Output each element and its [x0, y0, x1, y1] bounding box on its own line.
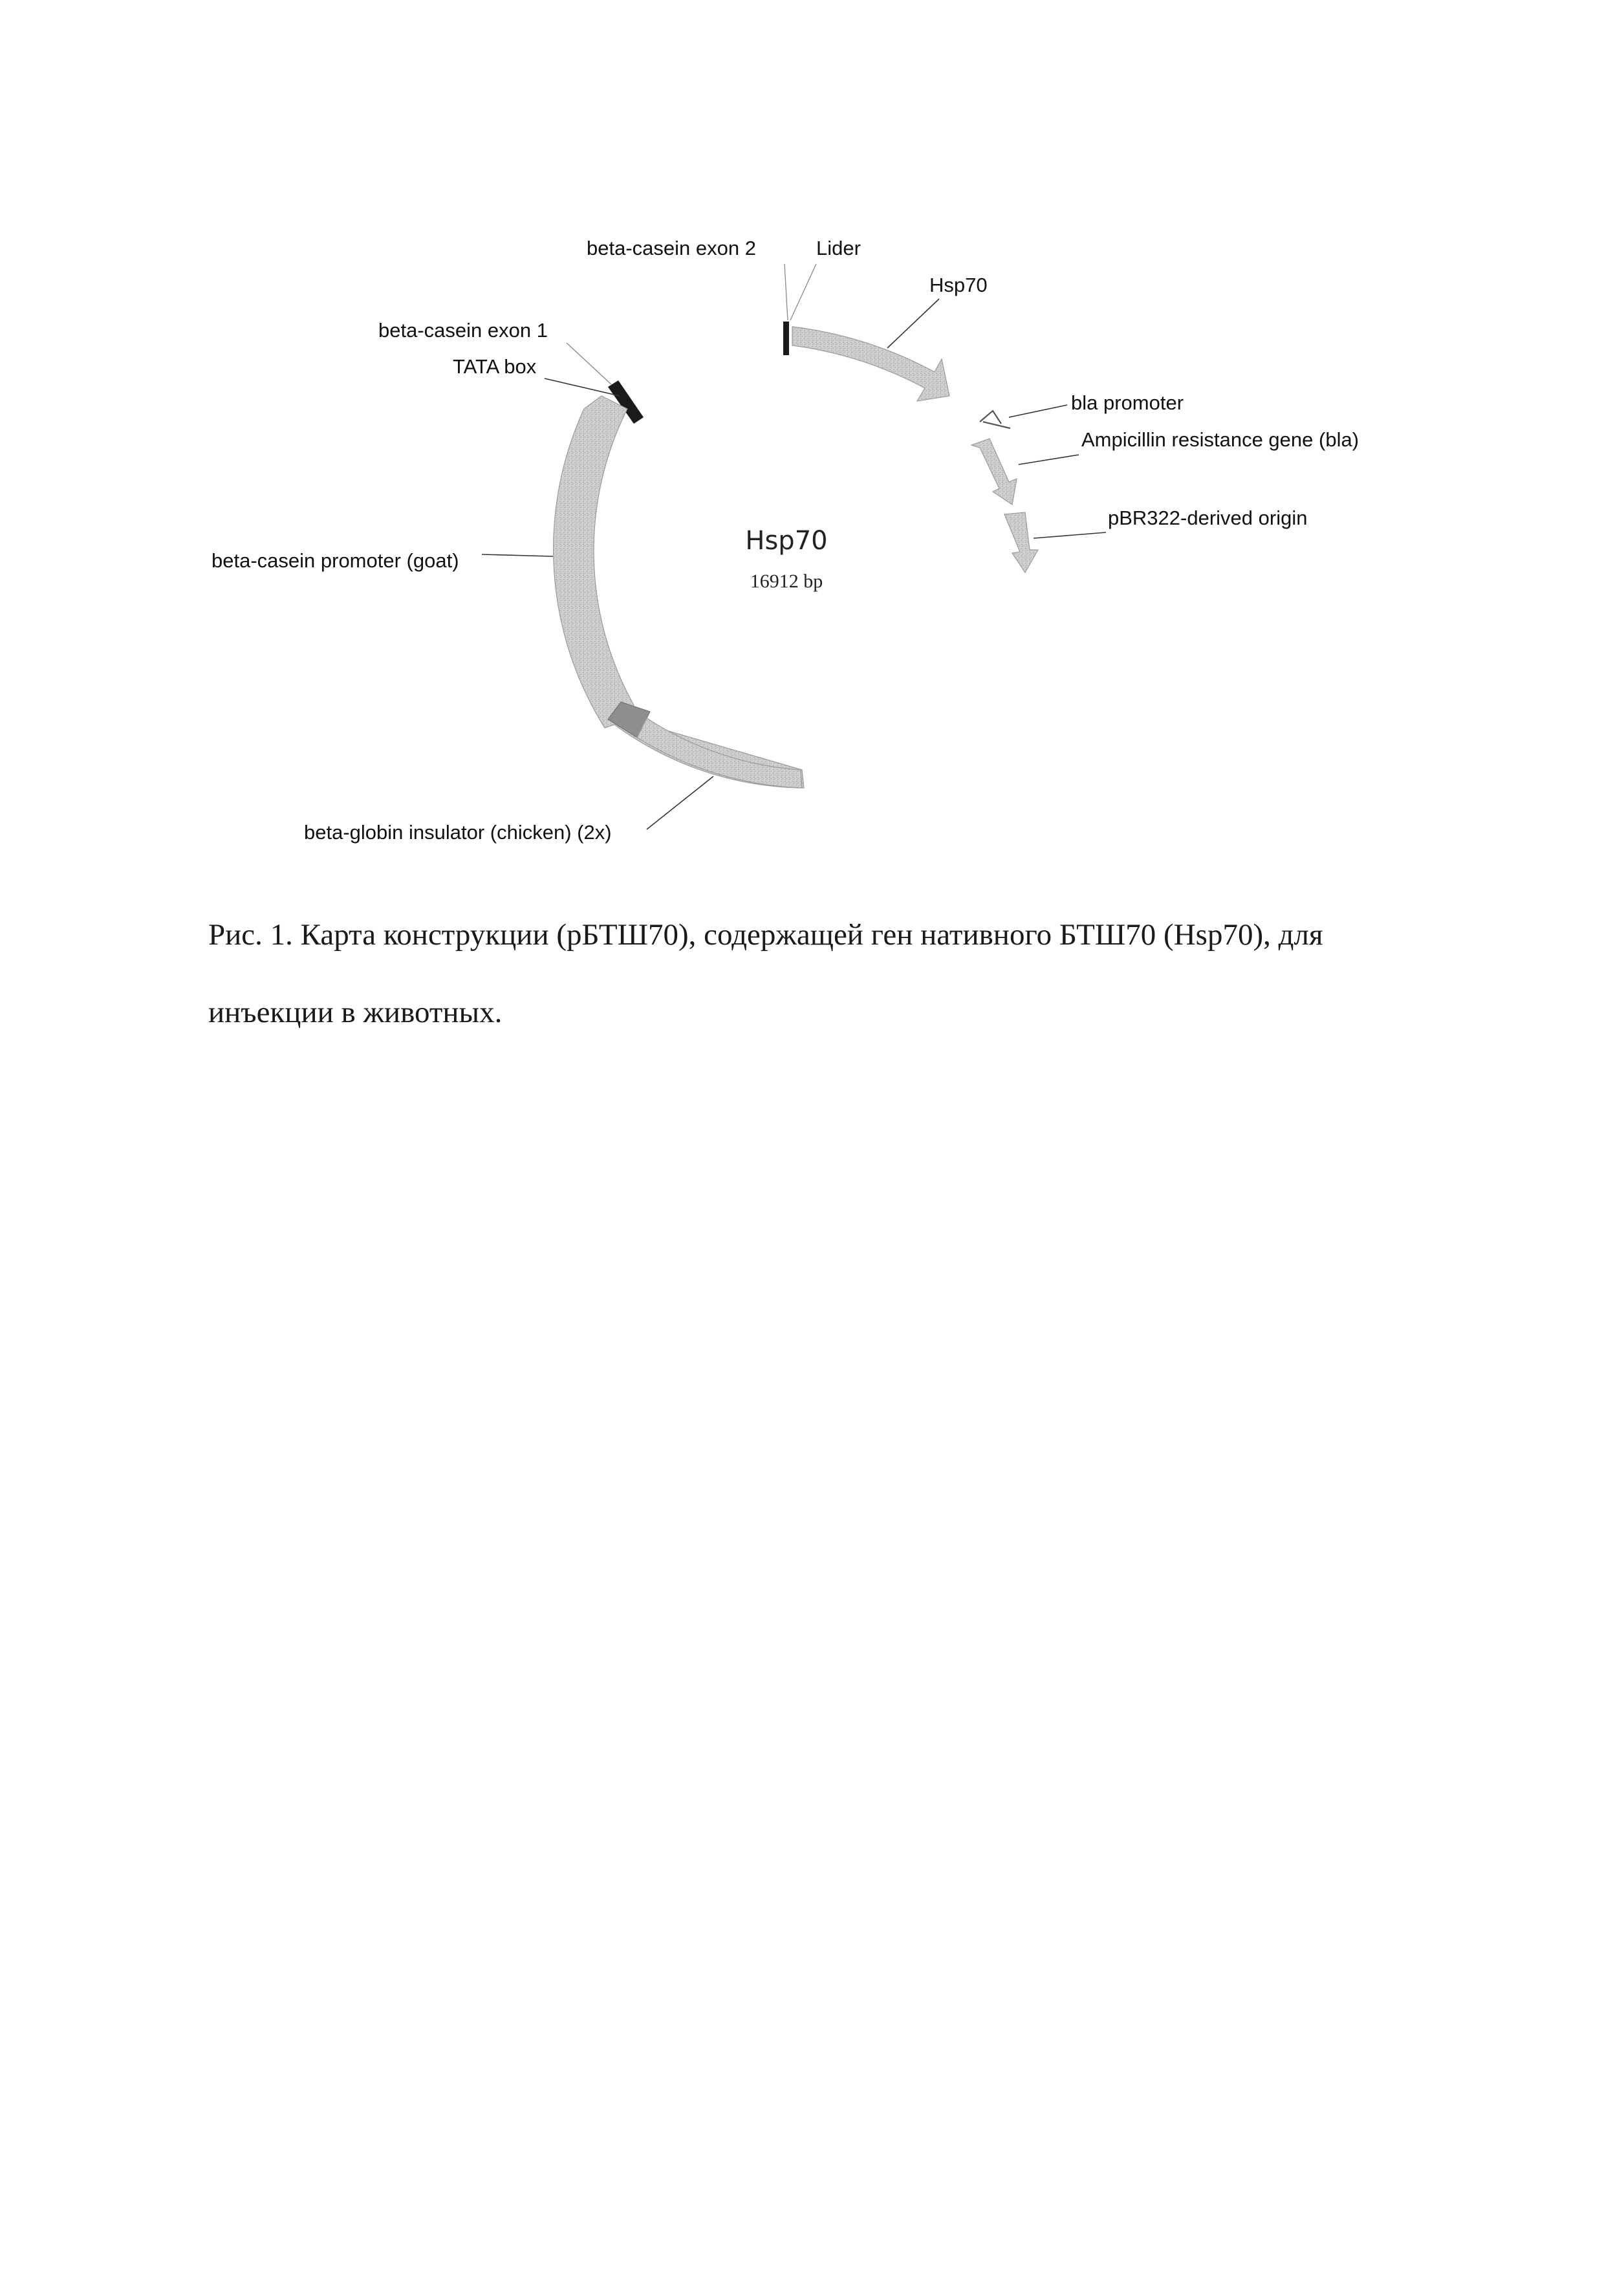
label-beta-casein-promoter: beta-casein promoter (goat): [211, 549, 459, 572]
pbr322-origin-feature: [1004, 512, 1038, 573]
leader-beta-casein-promoter: [482, 554, 553, 556]
label-hsp70: Hsp70: [929, 274, 988, 296]
label-bla-promoter: bla promoter: [1071, 391, 1184, 414]
leader-pbr322-origin: [1034, 532, 1106, 538]
beta-casein-exon-2-marker: [783, 322, 789, 355]
figure-caption: [208, 896, 1528, 1051]
leader-ampicillin-resistance: [1019, 455, 1079, 464]
leader-bla-promoter: [1009, 405, 1067, 417]
label-pbr322-origin: pBR322-derived origin: [1108, 507, 1307, 529]
hsp70-feature-arc: [792, 327, 949, 401]
label-beta-casein-exon-2: beta-casein exon 2: [587, 237, 756, 259]
caption-line-1: Рис. 1. Карта конструкции (рБТШ70), содержащей ген нативного БТШ70 (Hsp70), для: [208, 896, 1528, 974]
leader-beta-casein-exon-2: [785, 264, 788, 320]
label-beta-globin-insulator: beta-globin insulator (chicken) (2x): [304, 821, 612, 844]
label-ampicillin-resistance: Ampicillin resistance gene (bla): [1081, 428, 1359, 451]
leader-lider: [790, 264, 816, 320]
label-beta-casein-exon-1: beta-casein exon 1: [378, 319, 548, 342]
caption-line-2: инъекции в животных.: [208, 974, 1528, 1051]
plasmid-map: [0, 0, 1624, 906]
bla-promoter-arrow: [980, 411, 1010, 428]
plasmid-size: 16912 bp: [750, 571, 823, 592]
ampicillin-resistance-feature: [971, 439, 1017, 505]
beta-casein-promoter-arc: [554, 396, 804, 788]
plasmid-name: Hsp70: [745, 526, 827, 556]
label-lider: Lider: [816, 237, 861, 259]
label-tata-box: TATA box: [453, 355, 537, 378]
leader-beta-globin-insulator: [647, 776, 713, 829]
leader-beta-casein-exon-1: [567, 343, 611, 384]
leader-hsp70: [887, 299, 939, 348]
